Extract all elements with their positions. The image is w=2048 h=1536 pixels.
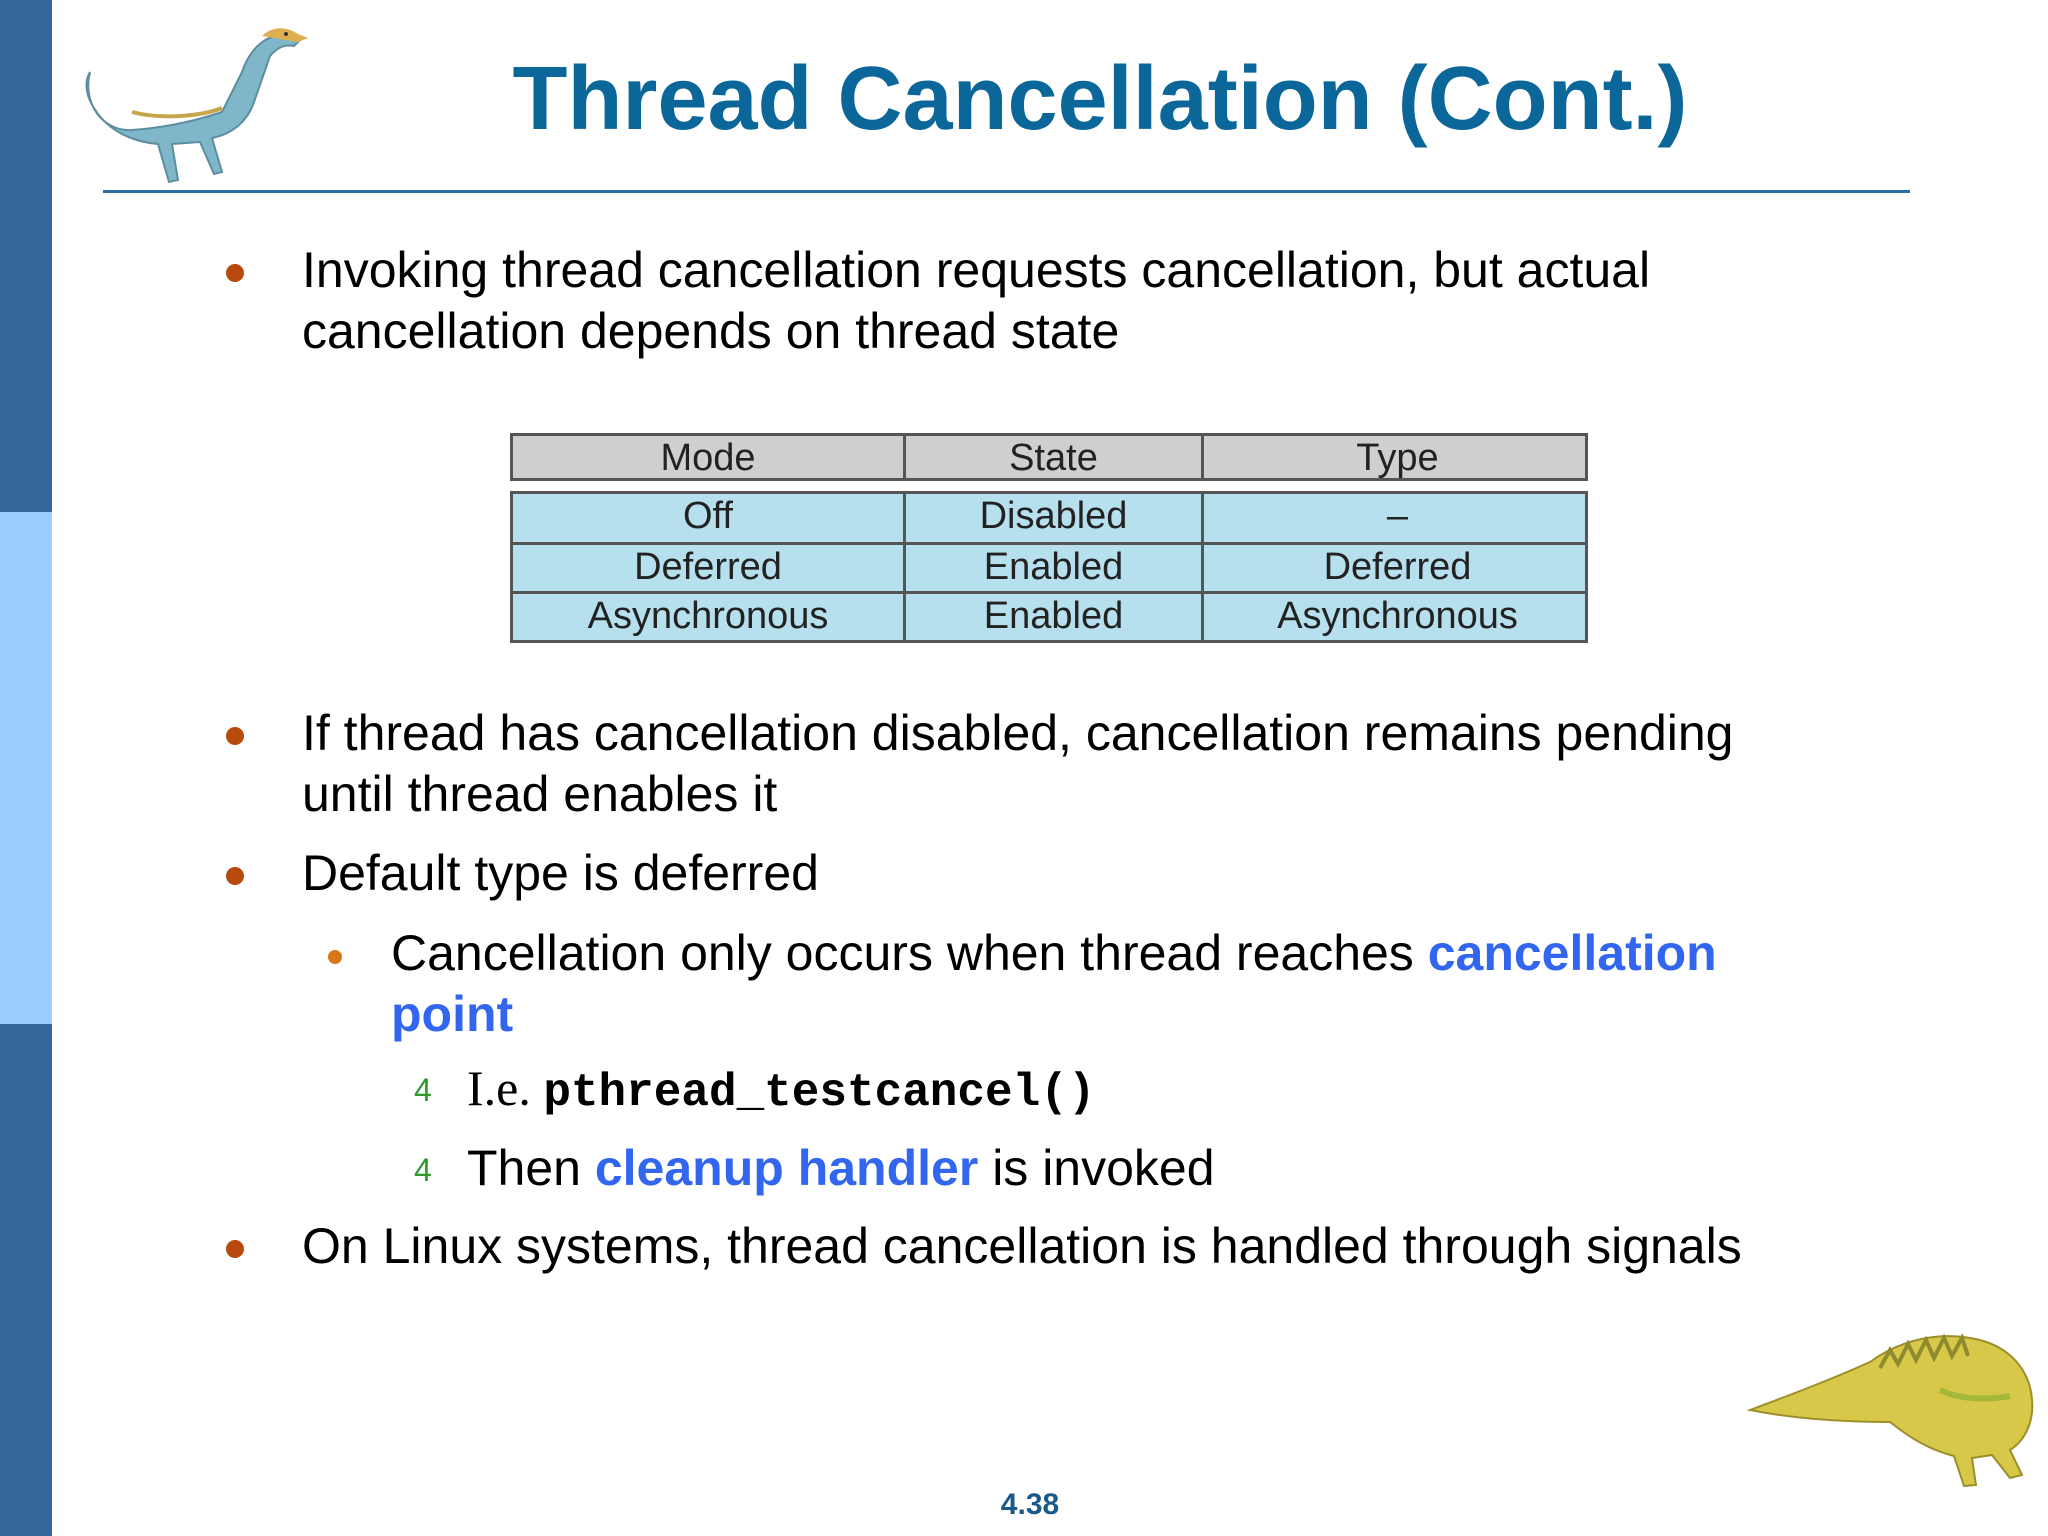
- table-cell: Disabled: [903, 494, 1201, 542]
- table-body: [510, 491, 1588, 643]
- bullet-dot: [226, 1240, 244, 1258]
- table-row: [513, 542, 1585, 591]
- bullet-1-line2: cancellation depends on thread state: [302, 303, 1120, 359]
- table-header-type: Type: [1201, 436, 1591, 480]
- code-pthread-testcancel: pthread_testcancel(): [543, 1067, 1096, 1119]
- slide-title: Thread Cancellation (Cont.): [512, 49, 1688, 149]
- then-prefix: Then: [467, 1140, 595, 1196]
- bullet-4: On Linux systems, thread cancellation is handled through signals: [302, 1218, 1742, 1274]
- left-band-top: [0, 0, 52, 512]
- dinosaur-top-left-illustration: [72, 12, 322, 192]
- page-number: 4.38: [1000, 1488, 1060, 1521]
- sub-bullet-dot: [328, 950, 342, 964]
- table-cell: Deferred: [1201, 545, 1591, 591]
- ie-prefix: I.e.: [467, 1060, 544, 1116]
- table-cell: Enabled: [903, 545, 1201, 591]
- bullet-2-line1: If thread has cancellation disabled, cancellation remains pending: [302, 705, 1734, 761]
- numbered-marker: 4: [414, 1072, 432, 1108]
- table-header-row: [510, 433, 1588, 481]
- numbered-marker: 4: [414, 1152, 432, 1188]
- bullet-3: Default type is deferred: [302, 845, 819, 901]
- cancellation-modes-table: [510, 433, 1588, 643]
- table-header-mode: Mode: [660, 437, 756, 479]
- table-cell: Enabled: [903, 594, 1201, 640]
- table-row: [513, 591, 1585, 640]
- table-cell: Asynchronous: [587, 595, 829, 637]
- invoked-suffix: is invoked: [978, 1140, 1215, 1196]
- bullet-dot: [226, 727, 244, 745]
- left-band-bottom: [0, 1024, 52, 1536]
- title-divider: [103, 190, 1910, 193]
- table-cell: Off: [683, 495, 733, 537]
- bullet-1: [302, 240, 1862, 362]
- table-cell: Deferred: [634, 546, 782, 588]
- bullet-dot: [226, 867, 244, 885]
- cancellation-term-part2: point: [391, 986, 514, 1042]
- table-header-state: State: [903, 436, 1201, 480]
- table-cell: Asynchronous: [1201, 594, 1591, 640]
- sub-sub-bullet-1: [467, 1058, 1095, 1124]
- cleanup-handler-term: cleanup handler: [594, 1140, 979, 1196]
- table-cell: –: [1201, 494, 1591, 542]
- bullet-1-line1: Invoking thread cancellation requests cancellation, but actual: [302, 242, 1651, 298]
- sub-sub-bullet-2: [467, 1138, 1215, 1199]
- bullet-2: [302, 703, 1862, 825]
- sub-bullet-text: Cancellation only occurs when thread reaches: [391, 925, 1428, 981]
- bullet-dot: [226, 264, 244, 282]
- cancellation-term-part1: cancellation: [1427, 925, 1717, 981]
- sub-bullet-cancellation-point: [391, 923, 1811, 1045]
- dinosaur-bottom-right-illustration: [1740, 1300, 2040, 1500]
- bullet-2-line2: until thread enables it: [302, 766, 778, 822]
- table-row: [513, 494, 1585, 542]
- left-band-middle: [0, 512, 52, 1024]
